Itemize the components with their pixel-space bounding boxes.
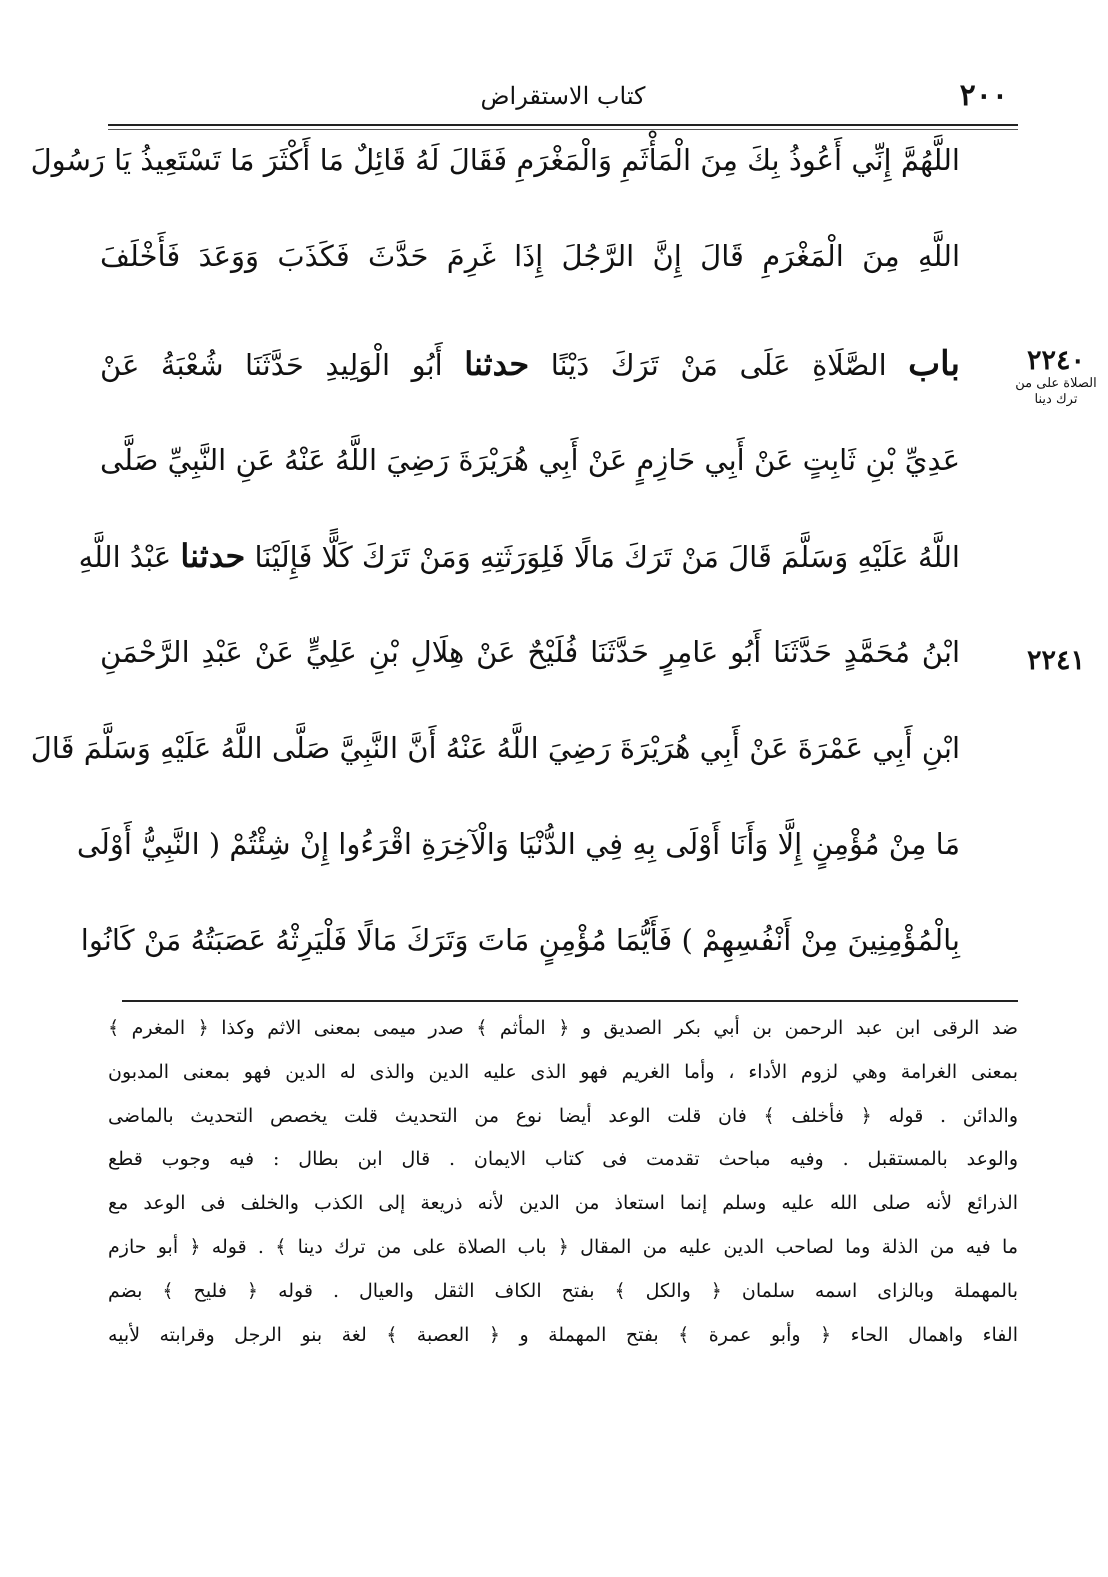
header-rule-thin [108, 129, 1018, 130]
text-line: ابْنُ مُحَمَّدٍ حَدَّثَنَا أَبُو عَامِرٍ حَدَّثَنَا فُلَيْحٌ عَنْ هِلَالِ بْنِ عَلِيٍّ عَنْ عَبْدِ الرَّحْمَنِ [100, 635, 960, 669]
footnote-rule [122, 1000, 1018, 1002]
page-header [108, 78, 1018, 122]
running-title: كتاب الاستقراض [480, 82, 646, 110]
footnote-line: ما فيه من الذلة وما لصاحب الدين عليه من المقال ﴿ باب الصلاة على من ترك دينا ﴾ . قوله ﴿ أبو حازم [108, 1235, 1018, 1258]
footnote-line: والدائن . قوله ﴿ فأخلف ﴾ فان قلت الوعد أيضا نوع من التحديث قلت يخصص التحديث بالماضى [108, 1104, 1018, 1127]
hadith-number: ٢٢٤٠ [1026, 345, 1085, 376]
chapter-title: الصَّلَاةِ عَلَى مَنْ تَرَكَ دَيْنًا [550, 348, 887, 382]
narrator-name: عَبْدُ اللَّهِ [78, 540, 172, 574]
chapter-heading-bab: باب [908, 344, 961, 384]
matn-text: اللَّهُ عَلَيْهِ وَسَلَّمَ قَالَ مَنْ تَرَكَ مَالًا فَلِوَرَثَتِهِ وَمَنْ تَرَكَ كَلًّا فَإِلَيْنَا [254, 540, 960, 574]
haddathana-marker: حدثنا [464, 345, 530, 383]
hadith-2241-margin [1012, 646, 1100, 676]
hadith-number: ٢٢٤١ [1026, 645, 1085, 676]
footnotes [108, 1018, 1018, 1368]
text-line: ابْنِ أَبِي عَمْرَةَ عَنْ أَبِي هُرَيْرَةَ رَضِيَ اللَّهُ عَنْهُ أَنَّ النَّبِيَّ صَلَّى اللَّهُ عَلَيْهِ وَسَلَّمَ قَالَ [30, 731, 960, 765]
text-line [78, 537, 960, 575]
isnad-text: أَبُو الْوَلِيدِ حَدَّثَنَا شُعْبَةُ عَنْ [100, 348, 443, 382]
page-number: ٢٠٠ [959, 78, 1008, 113]
text-line: عَدِيِّ بْنِ ثَابِتٍ عَنْ أَبِي حَازِمٍ عَنْ أَبِي هُرَيْرَةَ رَضِيَ اللَّهُ عَنْهُ عَنِ النَّبِيِّ صَلَّى [100, 443, 960, 477]
footnote-line: ضد الرقى ابن عبد الرحمن بن أبي بكر الصديق و ﴿ المأثم ﴾ صدر ميمى بمعنى الاثم وكذا ﴿ المغرم ﴾ [108, 1017, 1018, 1039]
main-text [30, 143, 961, 1021]
footnote-line: بالمهملة وبالزاى اسمه سلمان ﴿ والكل ﴾ بفتح الكاف الثقل والعيال . قوله ﴿ فليح ﴾ بضم [108, 1279, 1018, 1302]
haddathana-marker: حدثنا [180, 537, 246, 575]
text-line: مَا مِنْ مُؤْمِنٍ إِلَّا وَأَنَا أَوْلَى بِهِ فِي الدُّنْيَا وَالْآخِرَةِ اقْرَءُوا إِنْ شِئْتُمْ ( النَّبِيُّ أَوْلَى [76, 827, 960, 861]
header-rule [108, 124, 1018, 126]
text-line: اللَّهُمَّ إِنِّي أَعُوذُ بِكَ مِنَ الْمَأْثَمِ وَالْمَغْرَمِ فَقَالَ لَهُ قَائِلٌ مَا أَكْثَرَ مَا تَسْتَعِيذُ يَا رَسُولَ [30, 143, 960, 177]
text-line: اللَّهِ مِنَ الْمَغْرَمِ قَالَ إِنَّ الرَّجُلَ إِذَا غَرِمَ حَدَّثَ فَكَذَبَ وَوَعَدَ فَأَخْلَفَ [100, 239, 960, 273]
footnote-line: الذرائع لأنه صلى الله عليه وسلم إنما استعاذ من الدين لأنه ذريعة إلى الكذب والخلف فى الوعد مع [108, 1192, 1018, 1215]
footnote-line: والوعد بالمستقبل . وفيه مباحث تقدمت فى كتاب الايمان . قال ابن بطال : فيه وجوب قطع [108, 1148, 1018, 1171]
text-line-chapter [100, 344, 961, 384]
hadith-2240-margin [1012, 346, 1100, 408]
text-line: بِالْمُؤْمِنِينَ مِنْ أَنْفُسِهِمْ ) فَأَيُّمَا مُؤْمِنٍ مَاتَ وَتَرَكَ مَالًا فَلْيَرِثْهُ عَصَبَتُهُ مَنْ كَانُوا [80, 923, 960, 957]
chapter-caption: الصلاة على من ترك دينا [1015, 376, 1097, 407]
footnote-line: بمعنى الغرامة وهي لزوم الأداء ، وأما الغريم فهو الذى عليه الدين والذى له الدين فهو بمعنى المدبون [108, 1060, 1018, 1083]
footnote-line: الفاء واهمال الحاء ﴿ وأبو عمرة ﴾ بفتح المهملة و ﴿ العصبة ﴾ لغة بنو الرجل وقرابته لأبيه [108, 1323, 1018, 1346]
